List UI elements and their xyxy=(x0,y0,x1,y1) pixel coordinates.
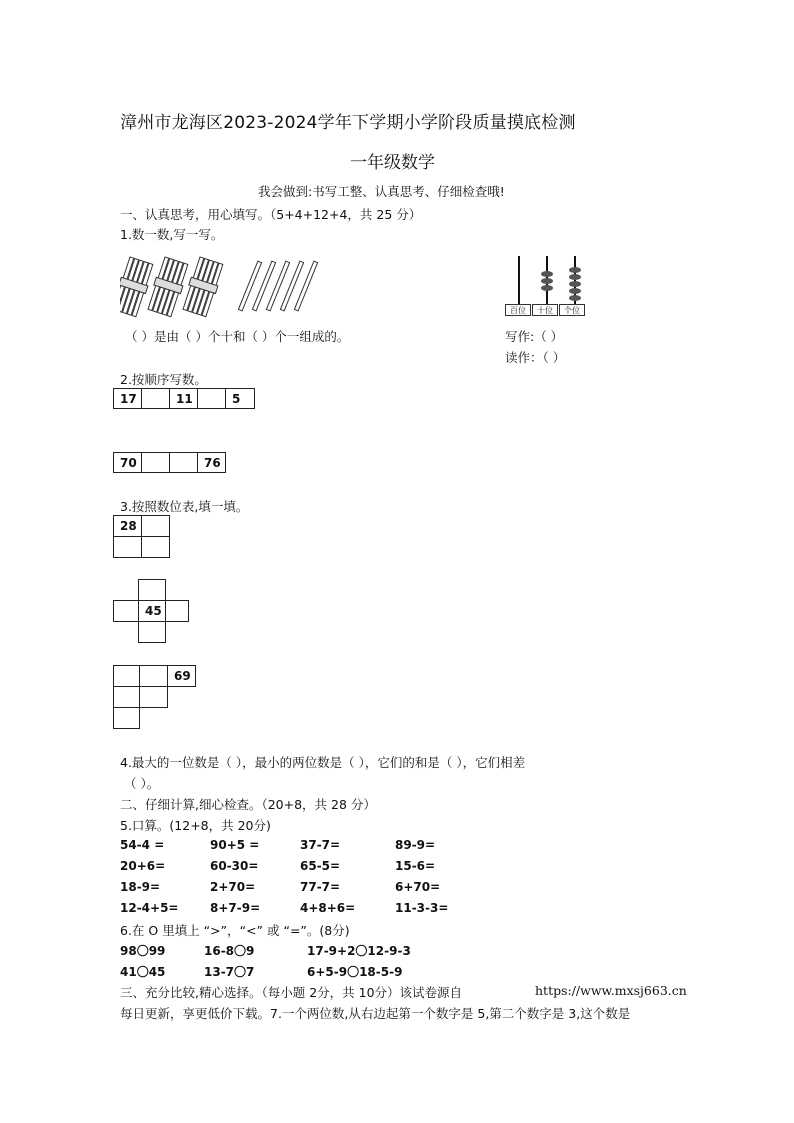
q3-grid1-blank[interactable] xyxy=(141,515,170,537)
q6-compare[interactable]: 16-8〇9 xyxy=(204,944,255,958)
q5-expr[interactable]: 37-7= xyxy=(300,838,341,852)
source-url[interactable]: https://www.mxsj663.cn xyxy=(535,983,687,998)
q6-title: 6.在 O 里填上 “>”，“<” 或 “=”。(8分) xyxy=(120,923,350,938)
q3-grid1-value: 28 xyxy=(113,515,142,537)
q3-grid2-blank[interactable] xyxy=(165,600,189,622)
q5-expr[interactable]: 20+6= xyxy=(120,859,166,873)
q6-compare[interactable]: 6+5-9〇18-5-9 xyxy=(307,965,403,979)
q5-expr[interactable]: 18-9= xyxy=(120,880,161,894)
section2-heading: 二、仔细计算,细心检查。（20+8，共 28 分） xyxy=(120,797,376,812)
ones-beads xyxy=(569,267,581,301)
q6-compare[interactable]: 17-9+2〇12-9-3 xyxy=(307,944,411,958)
q2-title: 2.按顺序写数。 xyxy=(120,372,207,387)
abacus-label-ones: 个位 xyxy=(559,304,585,316)
q1-write-blank[interactable]: 写作:（ ） xyxy=(505,329,564,344)
q3-grid3-blank[interactable] xyxy=(139,665,168,687)
q5-expr[interactable]: 11-3-3= xyxy=(395,901,449,915)
q5-expr[interactable]: 8+7-9= xyxy=(210,901,261,915)
q4-line2[interactable]: （ ）。 xyxy=(124,776,160,791)
q3-grid3-blank[interactable] xyxy=(113,686,140,708)
section1-heading: 一、认真思考，用心填写。（5+4+12+4，共 25 分） xyxy=(120,207,422,222)
tens-beads xyxy=(541,271,553,291)
q5-expr[interactable]: 89-9= xyxy=(395,838,436,852)
q2-row1-cell: 17 xyxy=(113,388,142,409)
q2-row1-blank[interactable] xyxy=(141,388,170,409)
q3-grid3-value: 69 xyxy=(167,665,196,687)
q2-row2-cell: 76 xyxy=(197,452,226,473)
sticks-illustration xyxy=(120,252,340,322)
q2-row2-cell: 70 xyxy=(113,452,142,473)
q5-expr[interactable]: 4+8+6= xyxy=(300,901,356,915)
q3-grid3-blank[interactable] xyxy=(113,707,140,729)
q1-read-blank[interactable]: 读作：（ ） xyxy=(505,350,566,365)
abacus-label-hundreds: 百位 xyxy=(505,304,531,316)
q3-grid2-blank[interactable] xyxy=(138,579,166,601)
exam-title: 漳州市龙海区2023-2024学年下学期小学阶段质量摸底检测 xyxy=(120,113,576,133)
q5-expr[interactable]: 12-4+5= xyxy=(120,901,179,915)
q5-expr[interactable]: 2+70= xyxy=(210,880,256,894)
q5-expr[interactable]: 77-7= xyxy=(300,880,341,894)
q3-grid2-value: 45 xyxy=(138,600,166,622)
single-sticks xyxy=(238,261,317,311)
q6-compare[interactable]: 13-7〇7 xyxy=(204,965,255,979)
q3-grid3-blank[interactable] xyxy=(139,686,168,708)
q3-title: 3.按照数位表,填一填。 xyxy=(120,499,249,514)
q3-grid3-blank[interactable] xyxy=(113,665,140,687)
section3-line2: 每日更新，享更低价下载。7.一个两位数,从右边起第一个数字是 5,第二个数字是 3,这个数是 xyxy=(120,1006,631,1021)
exam-subtitle: 一年级数学 xyxy=(350,153,435,173)
q5-expr[interactable]: 54-4 = xyxy=(120,838,165,852)
motto: 我会做到:书写工整、认真思考、仔细检查哦! xyxy=(258,184,505,199)
q3-grid1-blank[interactable] xyxy=(113,536,142,558)
q3-grid2-blank[interactable] xyxy=(113,600,139,622)
q6-compare[interactable]: 41〇45 xyxy=(120,965,166,979)
q5-title: 5.口算。(12+8，共 20分) xyxy=(120,818,271,833)
q5-expr[interactable]: 15-6= xyxy=(395,859,436,873)
q5-expr[interactable]: 65-5= xyxy=(300,859,341,873)
q6-compare[interactable]: 98〇99 xyxy=(120,944,166,958)
q5-expr[interactable]: 6+70= xyxy=(395,880,441,894)
abacus-label-tens: 十位 xyxy=(532,304,558,316)
q5-expr[interactable]: 60-30= xyxy=(210,859,259,873)
q5-expr[interactable]: 90+5 = xyxy=(210,838,260,852)
section3-heading: 三、充分比较,精心选择。（每小题 2分，共 10分）该试卷源自 xyxy=(120,985,463,1000)
q4-line1[interactable]: 4.最大的一位数是（ ），最小的两位数是（ ），它们的和是（ ），它们相差 xyxy=(120,755,526,770)
q2-row2-blank[interactable] xyxy=(169,452,198,473)
q1-title: 1.数一数,写一写。 xyxy=(120,227,224,242)
q2-row1-cell: 11 xyxy=(169,388,198,409)
q1-sticks-blank[interactable]: （ ）是由（ ）个十和（ ）个一组成的。 xyxy=(125,329,350,344)
q2-row2-blank[interactable] xyxy=(141,452,170,473)
q2-row1-cell: 5 xyxy=(225,388,255,409)
q3-grid1-blank[interactable] xyxy=(141,536,170,558)
q2-row1-blank[interactable] xyxy=(197,388,226,409)
q3-grid2-blank[interactable] xyxy=(138,621,166,643)
